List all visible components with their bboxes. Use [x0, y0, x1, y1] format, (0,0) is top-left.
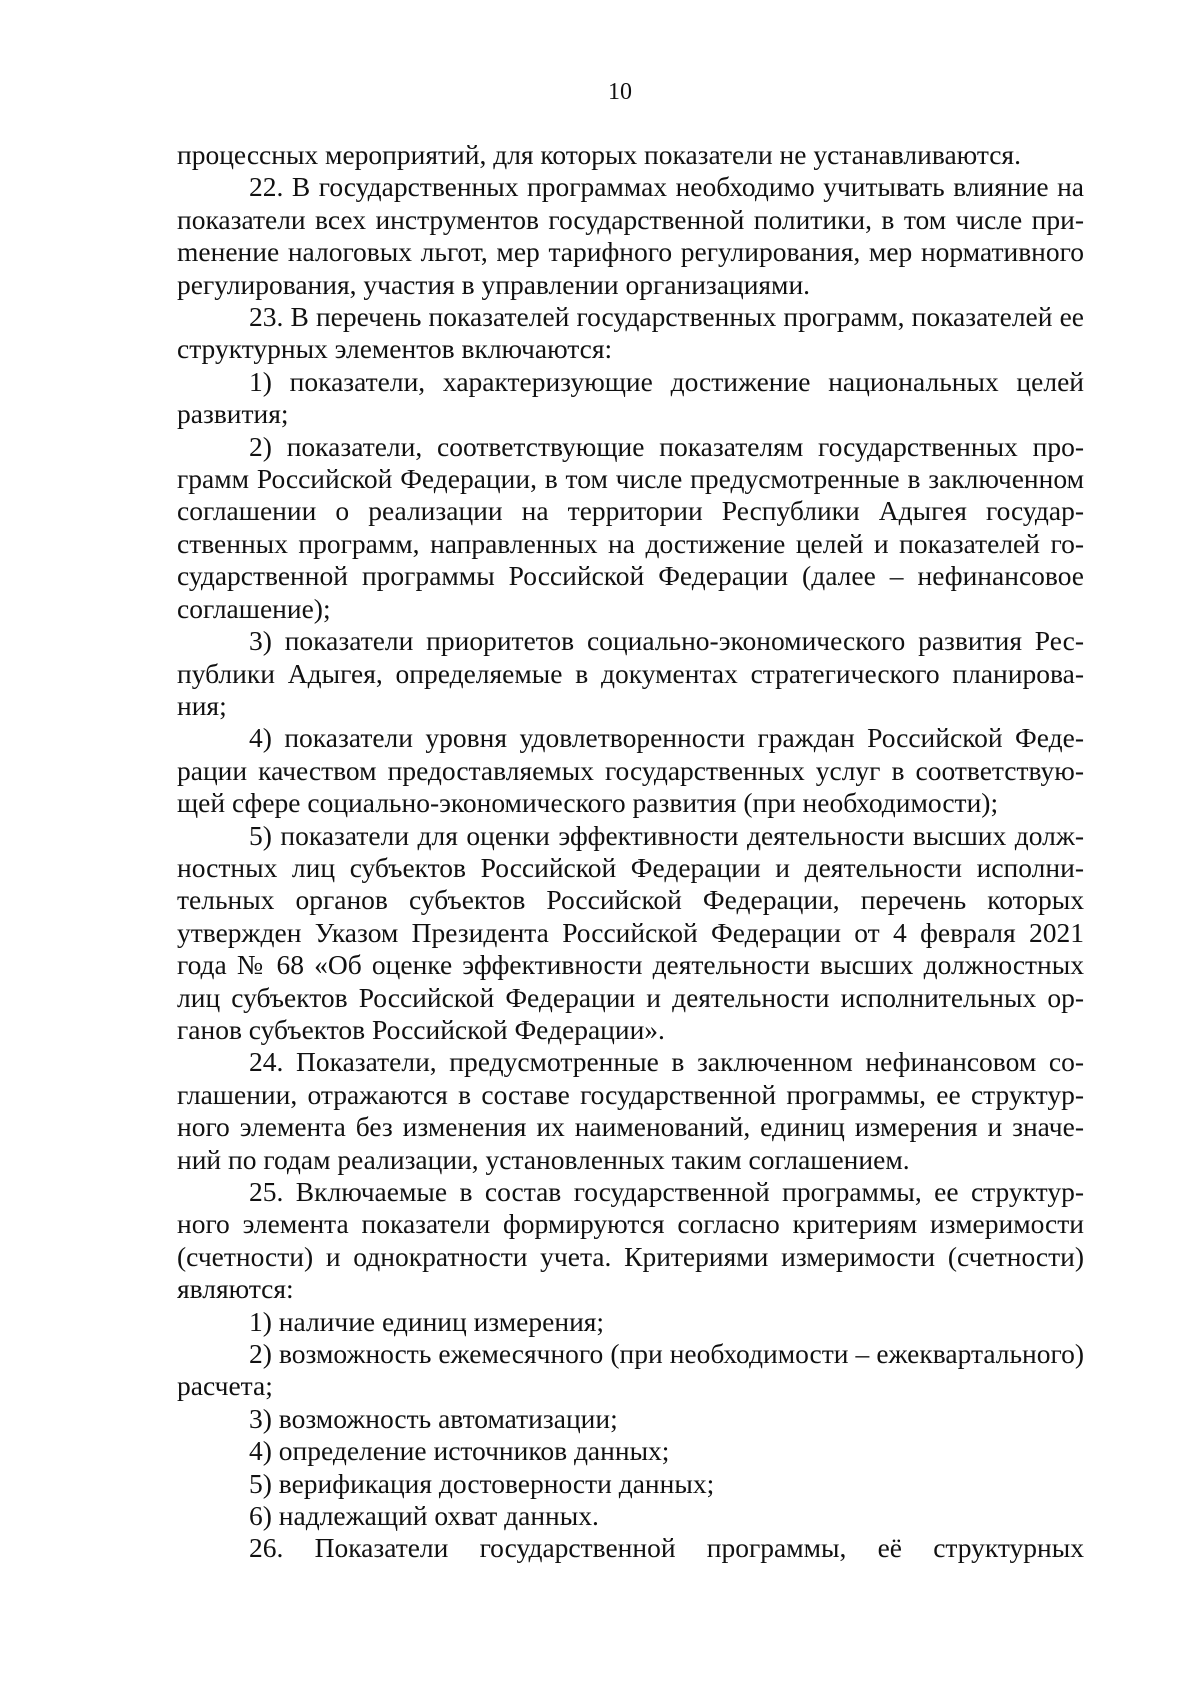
page-number: 10: [608, 79, 632, 105]
paragraph-24: 24. Показатели, предусмотренные в заключенном нефинансовом соглашении, отражаются в составе государственной программы, ее структурного элемента без изменения их наименований, единиц измерения и значений по годам реализации, установленных таким соглашением.: [177, 1046, 1084, 1175]
paragraph-continuation: процессных мероприятий, для которых показатели не устанавливаются.: [177, 139, 1021, 170]
paragraph-23: 23. В перечень показателей государственных программ, показателей ее структурных элементов включаются:: [177, 301, 1084, 365]
list-item-25-3: 3) возможность автоматизации;: [249, 1402, 618, 1434]
list-item-23-4: 4) показатели уровня удовлетворенности граждан Российской Федерации качеством предоставляемых государственных услуг в соответствующей сфере социально-экономического развития (при необходимости);: [177, 722, 1084, 819]
list-item-25-5: 5) верификация достоверности данных;: [249, 1467, 715, 1499]
list-item-23-1: 1) показатели, характеризующие достижение национальных целей развития;: [177, 365, 1084, 430]
list-item-25-1: 1) наличие единиц измерения;: [249, 1305, 605, 1337]
list-item-25-4: 4) определение источников данных;: [249, 1435, 670, 1467]
list-item-25-2: 2) возможность ежемесячного (при необходимости – ежеквартального) расчета;: [177, 1338, 1084, 1402]
list-item-25-6: 6) надлежащий охват данных.: [249, 1500, 599, 1532]
paragraph-22: 22. В государственных программах необходимо учитывать влияние на показатели всех инструментов государственной политики, в том числе приmенение налоговых льгот, мер тарифного регулирования, мер нормативного регулирования, участия в управлении организациями.: [177, 171, 1084, 300]
paragraph-25: 25. Включаемые в состав государственной программы, ее структурного элемента показатели формируются согласно критериям измеримости (счетности) и однократности учета. Критериями измеримости (счетности) являются:: [177, 1176, 1084, 1305]
document-body: [177, 139, 1084, 1565]
paragraph-26: 26. Показатели государственной программы, её структурных: [249, 1532, 1084, 1564]
list-item-23-2: 2) показатели, соответствующие показателям государственных программ Российской Федерации, в том числе предусмотренные в заключенном соглашении о реализации на территории Республики Адыгея государственных программ, направленных на достижение целей и показателей государственной программы Российской Федерации (далее – нефинансовое соглашение);: [177, 430, 1084, 624]
list-item-23-3: 3) показатели приоритетов социально-экономического развития Республики Адыгея, определяемые в документах стратегического планирования;: [177, 625, 1084, 721]
list-item-23-5: 5) показатели для оценки эффективности деятельности высших должностных лиц субъектов Российской Федерации и деятельности исполнительных органов субъектов Российской Федерации, перечень которых утвержден Указом Президента Российской Федерации от 4 февраля 2021 года № 68 «Об оценке эффективности деятельности высших должностных лиц субъектов Российской Федерации и деятельности исполнительных органов субъектов Российской Федерации».: [177, 819, 1084, 1045]
